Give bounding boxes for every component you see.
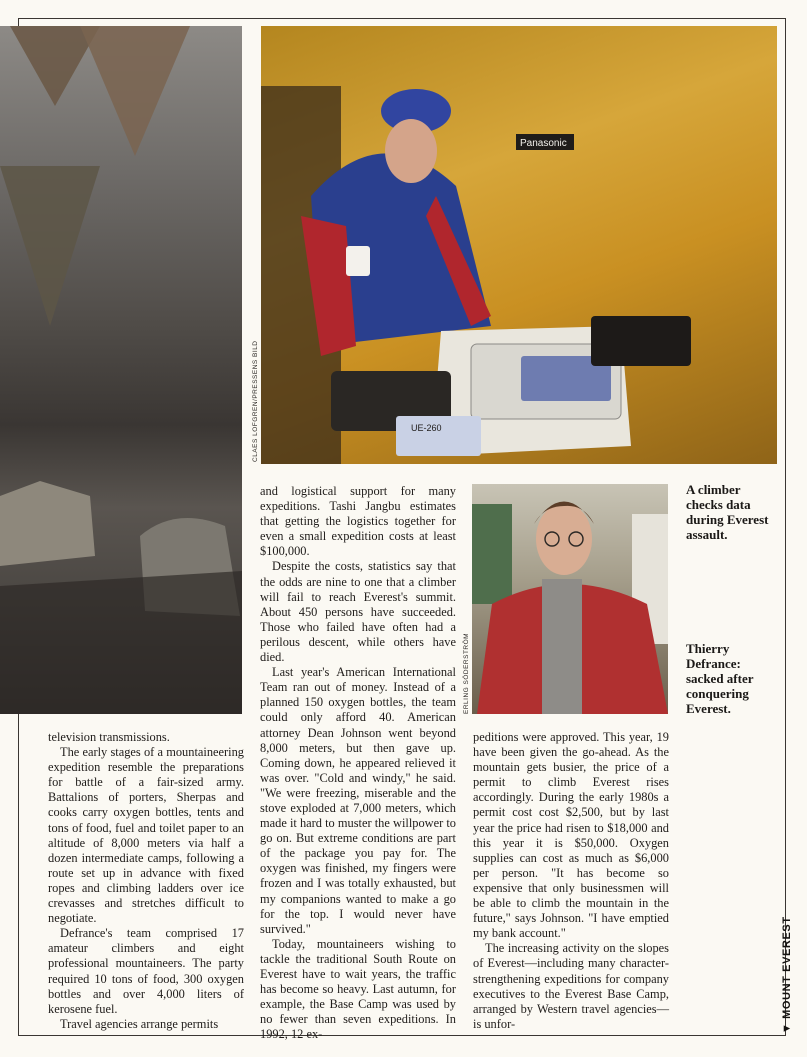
- mountain-camp-photo: [0, 26, 242, 714]
- camp-tents-svg: [0, 26, 242, 714]
- device-box: [396, 416, 481, 456]
- caption-tent: A climber checks data during Everest assault.: [686, 482, 769, 542]
- paragraph: peditions were approved. This year, 19 have been given the go-ahead. As the mountain gets busier, the price of a permit to climb Everest rises accordingly. During the early 1980s a permit cost cost $2,500, but by last year the price had risen to $18,000 and this year it is $50,000. Oxygen supplies can cost as much as $6,000 per person. "It has become so expensive that only businessmen will be able to climb the mountain in the future," says Johnson. "I have emptied my bank account.": [473, 730, 669, 941]
- article-column-1: [48, 730, 244, 1032]
- portrait-photo: [472, 484, 668, 714]
- tent-shape: [0, 481, 95, 566]
- caption-portrait: Thierry Defrance: sacked after conquering Everest.: [686, 641, 754, 716]
- article-column-3: [473, 730, 669, 1032]
- paragraph: and logistical support for many expeditions. Tashi Jangbu estimates that getting the logistics together for even a small expedition costs at least $100,000.: [260, 484, 456, 559]
- paragraph: Travel agencies arrange permits: [60, 1016, 219, 1031]
- panasonic-logo: Panasonic: [520, 138, 567, 149]
- keyboard: [591, 316, 691, 366]
- device-label: UE-260: [411, 423, 442, 433]
- tent-scene-svg: [261, 26, 777, 464]
- paragraph: The increasing activity on the slopes of Everest—including many character-strengthening expeditions for company executives to the Everest Base Camp, arranged by Western travel agencies—is unfor-: [473, 941, 669, 1031]
- running-head: ▼ MOUNT EVEREST: [781, 916, 793, 1034]
- photo-credit-tent: CLAES LOFGREN/PRESSENS BILD: [252, 340, 259, 462]
- grey-sweater: [542, 579, 582, 714]
- portrait-svg: [472, 484, 668, 714]
- paragraph: Today, mountaineers wishing to tackle the traditional South Route on Everest have to wait years, the traffic has become so heavy. Last autumn, for example, the Base Camp was used by no fewer than seven expeditions. In 1992, 12 ex-: [260, 936, 456, 1042]
- article-column-2: [260, 484, 456, 1042]
- tent-climber-photo: [261, 26, 777, 464]
- paragraph: Last year's American International Team ran out of money. Instead of a planned 150 oxygen bottles, the team could only afford 40. American attorney Dean Johnson went beyond 8,000 meters, but then gave up. Coming down, he appeared relieved it was over. "Cold and windy," he said. "We were freezing, miserable and the stove exploded at 7,000 meters, which made it hard to muster the willpower to go on. But extreme conditions are part of the package you pay for. The oxygen was finished, my fingers were frozen and I was totally exhausted, but my companions wanted to make a go for the top. I would never have survived.": [260, 665, 456, 936]
- rocky-ground: [0, 571, 242, 714]
- shop-front: [472, 504, 512, 604]
- paragraph: television transmissions.: [48, 730, 170, 744]
- paragraph: Despite the costs, statistics say that the odds are nine to one that a climber will fail to reach Everest's summit. About 450 persons have succeeded. Those who failed have often had a perilous descent, while others have died.: [260, 559, 456, 665]
- photo-credit-portrait: ERLING SÖDERSTRÖM: [463, 632, 470, 714]
- paragraph: Defrance's team comprised 17 amateur climbers and eight professional mountaineers. The party required 10 tons of food, 300 oxygen bottles and over 4,000 liters of kerosene fuel.: [48, 926, 244, 1016]
- climber-face: [385, 119, 437, 183]
- mug: [346, 246, 370, 276]
- paragraph: The early stages of a mountaineering expedition resemble the preparations for battle of a fair-sized army. Battalions of porters, Sherpas and cooks carry oxygen bottles, tents and tons of food, fuel and toilet paper to an altitude of 8,000 meters via half a dozen intermediate camps, following a route set up in advance with fixed ropes and climbing ladders over ice crevasses and stretches difficult to negotiate.: [48, 745, 244, 926]
